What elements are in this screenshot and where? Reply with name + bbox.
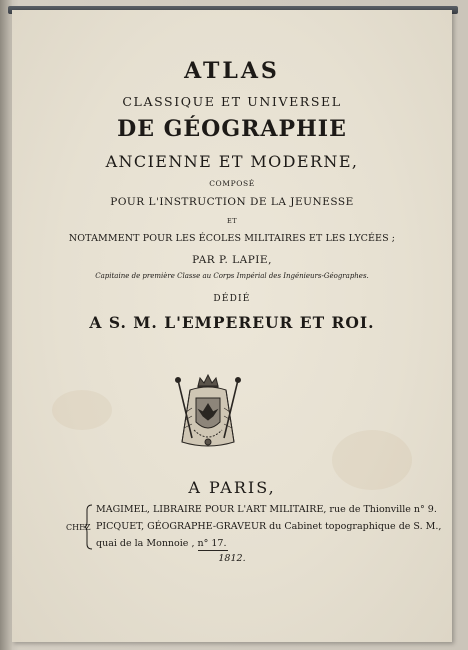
subtitle-ancienne: ANCIENNE ET MODERNE, [105, 152, 359, 171]
dedication-line: A S. M. L'EMPEREUR ET ROI. [89, 313, 375, 332]
spine-shadow [0, 0, 12, 650]
publication-year: 1812. [218, 553, 246, 564]
title-atlas: ATLAS [184, 58, 280, 84]
subtitle-classique: CLASSIQUE ET UNIVERSEL [122, 94, 342, 109]
text-chez: CHEZ [66, 523, 91, 532]
author-title: Capitaine de première Classe au Corps Impérial des Ingénieurs-Géographes. [95, 272, 369, 280]
text-dedie: DÉDIÉ [213, 294, 251, 304]
title-geographie: DE GÉOGRAPHIE [117, 116, 347, 142]
publisher-picquet: PICQUET, GÉOGRAPHE-GRAVEUR du Cabinet topographique de S. M., [96, 521, 442, 532]
text-notamment: NOTAMMENT POUR LES ÉCOLES MILITAIRES ET LES LYCÉES ; [68, 233, 396, 244]
title-page [12, 10, 452, 642]
city-line: A PARIS, [188, 478, 276, 497]
curly-brace-icon [84, 504, 94, 550]
author-line: PAR P. LAPIE, [192, 254, 272, 266]
paper-stain [52, 390, 112, 430]
publisher-magimel: MAGIMEL, LIBRAIRE POUR L'ART MILITAIRE, rue de Thionville n° 9. [96, 504, 437, 515]
text-pour-instruction: POUR L'INSTRUCTION DE LA JEUNESSE [110, 196, 354, 208]
divider-rule [198, 550, 228, 551]
text-compose: COMPOSÉ [209, 179, 255, 188]
text-et: ET [226, 217, 238, 225]
imperial-coat-of-arms-icon [172, 372, 244, 454]
publisher-address: quai de la Monnoie , n° 17. [96, 538, 227, 549]
